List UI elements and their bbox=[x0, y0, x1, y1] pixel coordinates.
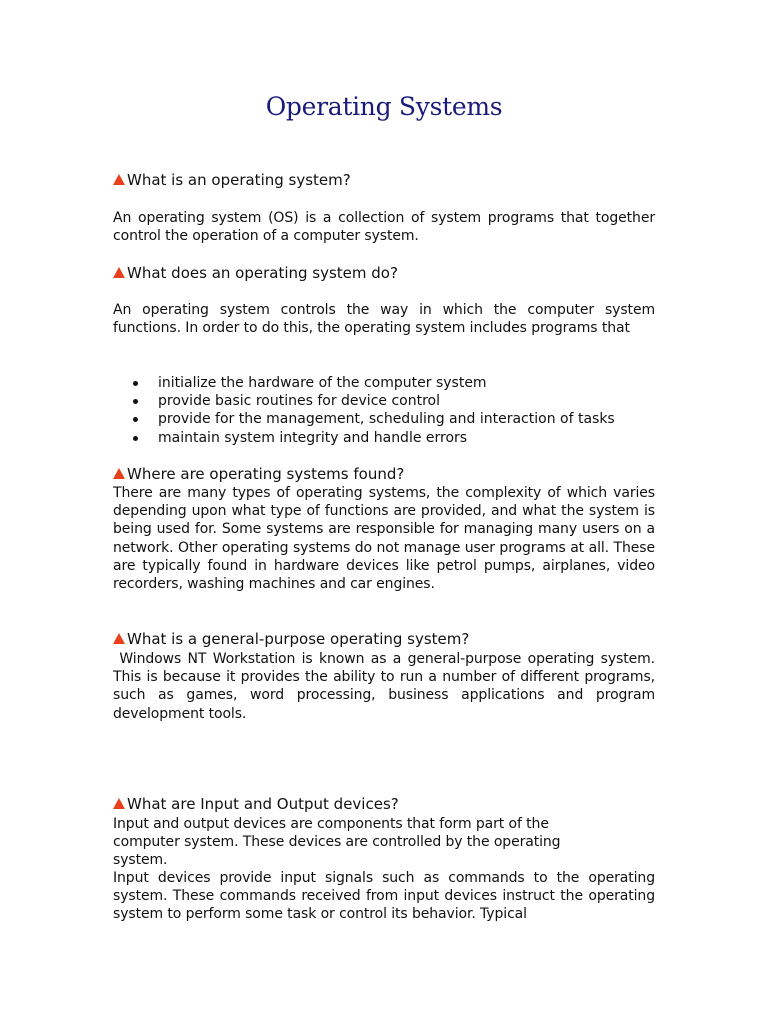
section-heading-text: What are Input and Output devices? bbox=[127, 795, 399, 813]
section-body-input-devices: Input devices provide input signals such as commands to the operating system. These commands received from input devices instruct the operating system to perform some task or control its behavior. Typical bbox=[113, 870, 655, 923]
bullet-icon bbox=[133, 399, 138, 404]
page-title: Operating Systems bbox=[265, 92, 503, 121]
red-triangle-icon bbox=[113, 468, 125, 479]
section-heading-input-output bbox=[113, 795, 655, 814]
list-item-text: provide basic routines for device control bbox=[158, 393, 440, 410]
section-body-input-output: Input and output devices are components that form part of the computer system. These devices are controlled by the operating system. bbox=[113, 816, 561, 869]
section-heading-what-does-os-do bbox=[113, 264, 655, 283]
list-item bbox=[113, 429, 655, 447]
red-triangle-icon bbox=[113, 798, 125, 809]
os-functions-list bbox=[113, 374, 655, 447]
section-heading-text: What does an operating system do? bbox=[127, 264, 398, 282]
section-body-what-does-os-do: An operating system controls the way in which the computer system functions. In order to do this, the operating system includes programs that bbox=[113, 302, 655, 337]
list-item-text: maintain system integrity and handle errors bbox=[158, 429, 468, 446]
red-triangle-icon bbox=[113, 633, 125, 644]
bullet-icon bbox=[133, 436, 138, 441]
section-heading-where-found bbox=[113, 465, 655, 484]
red-triangle-icon bbox=[113, 174, 125, 185]
section-heading-text: What is an operating system? bbox=[127, 171, 351, 189]
list-item-text: initialize the hardware of the computer system bbox=[158, 375, 487, 391]
section-heading-text: What is a general-purpose operating system? bbox=[127, 630, 470, 648]
bullet-icon bbox=[133, 381, 138, 386]
list-item bbox=[113, 392, 655, 410]
section-heading-general-purpose bbox=[113, 630, 655, 649]
section-heading-what-is-os bbox=[113, 171, 655, 190]
red-triangle-icon bbox=[113, 267, 125, 278]
list-item bbox=[113, 374, 655, 392]
list-item bbox=[113, 410, 655, 428]
section-heading-text: Where are operating systems found? bbox=[127, 465, 405, 483]
section-body-general-purpose: Windows NT Workstation is known as a general-purpose operating system. This is because it provides the ability to run a number of different programs, such as games, word processing, business applications and program development tools. bbox=[113, 651, 660, 722]
section-body-where-found: There are many types of operating systems, the complexity of which varies depending upon what type of functions are provided, and what the system is being used for. Some systems are responsible for managing many users on a network. Other operating systems do not manage user programs at all. These are typically found in hardware devices like petrol pumps, airplanes, video recorders, washing machines and car engines. bbox=[113, 485, 655, 593]
bullet-icon bbox=[133, 417, 138, 422]
section-body-what-is-os: An operating system (OS) is a collection of system programs that together control the operation of a computer system. bbox=[113, 210, 655, 245]
list-item-text: provide for the management, scheduling and interaction of tasks bbox=[158, 411, 615, 428]
